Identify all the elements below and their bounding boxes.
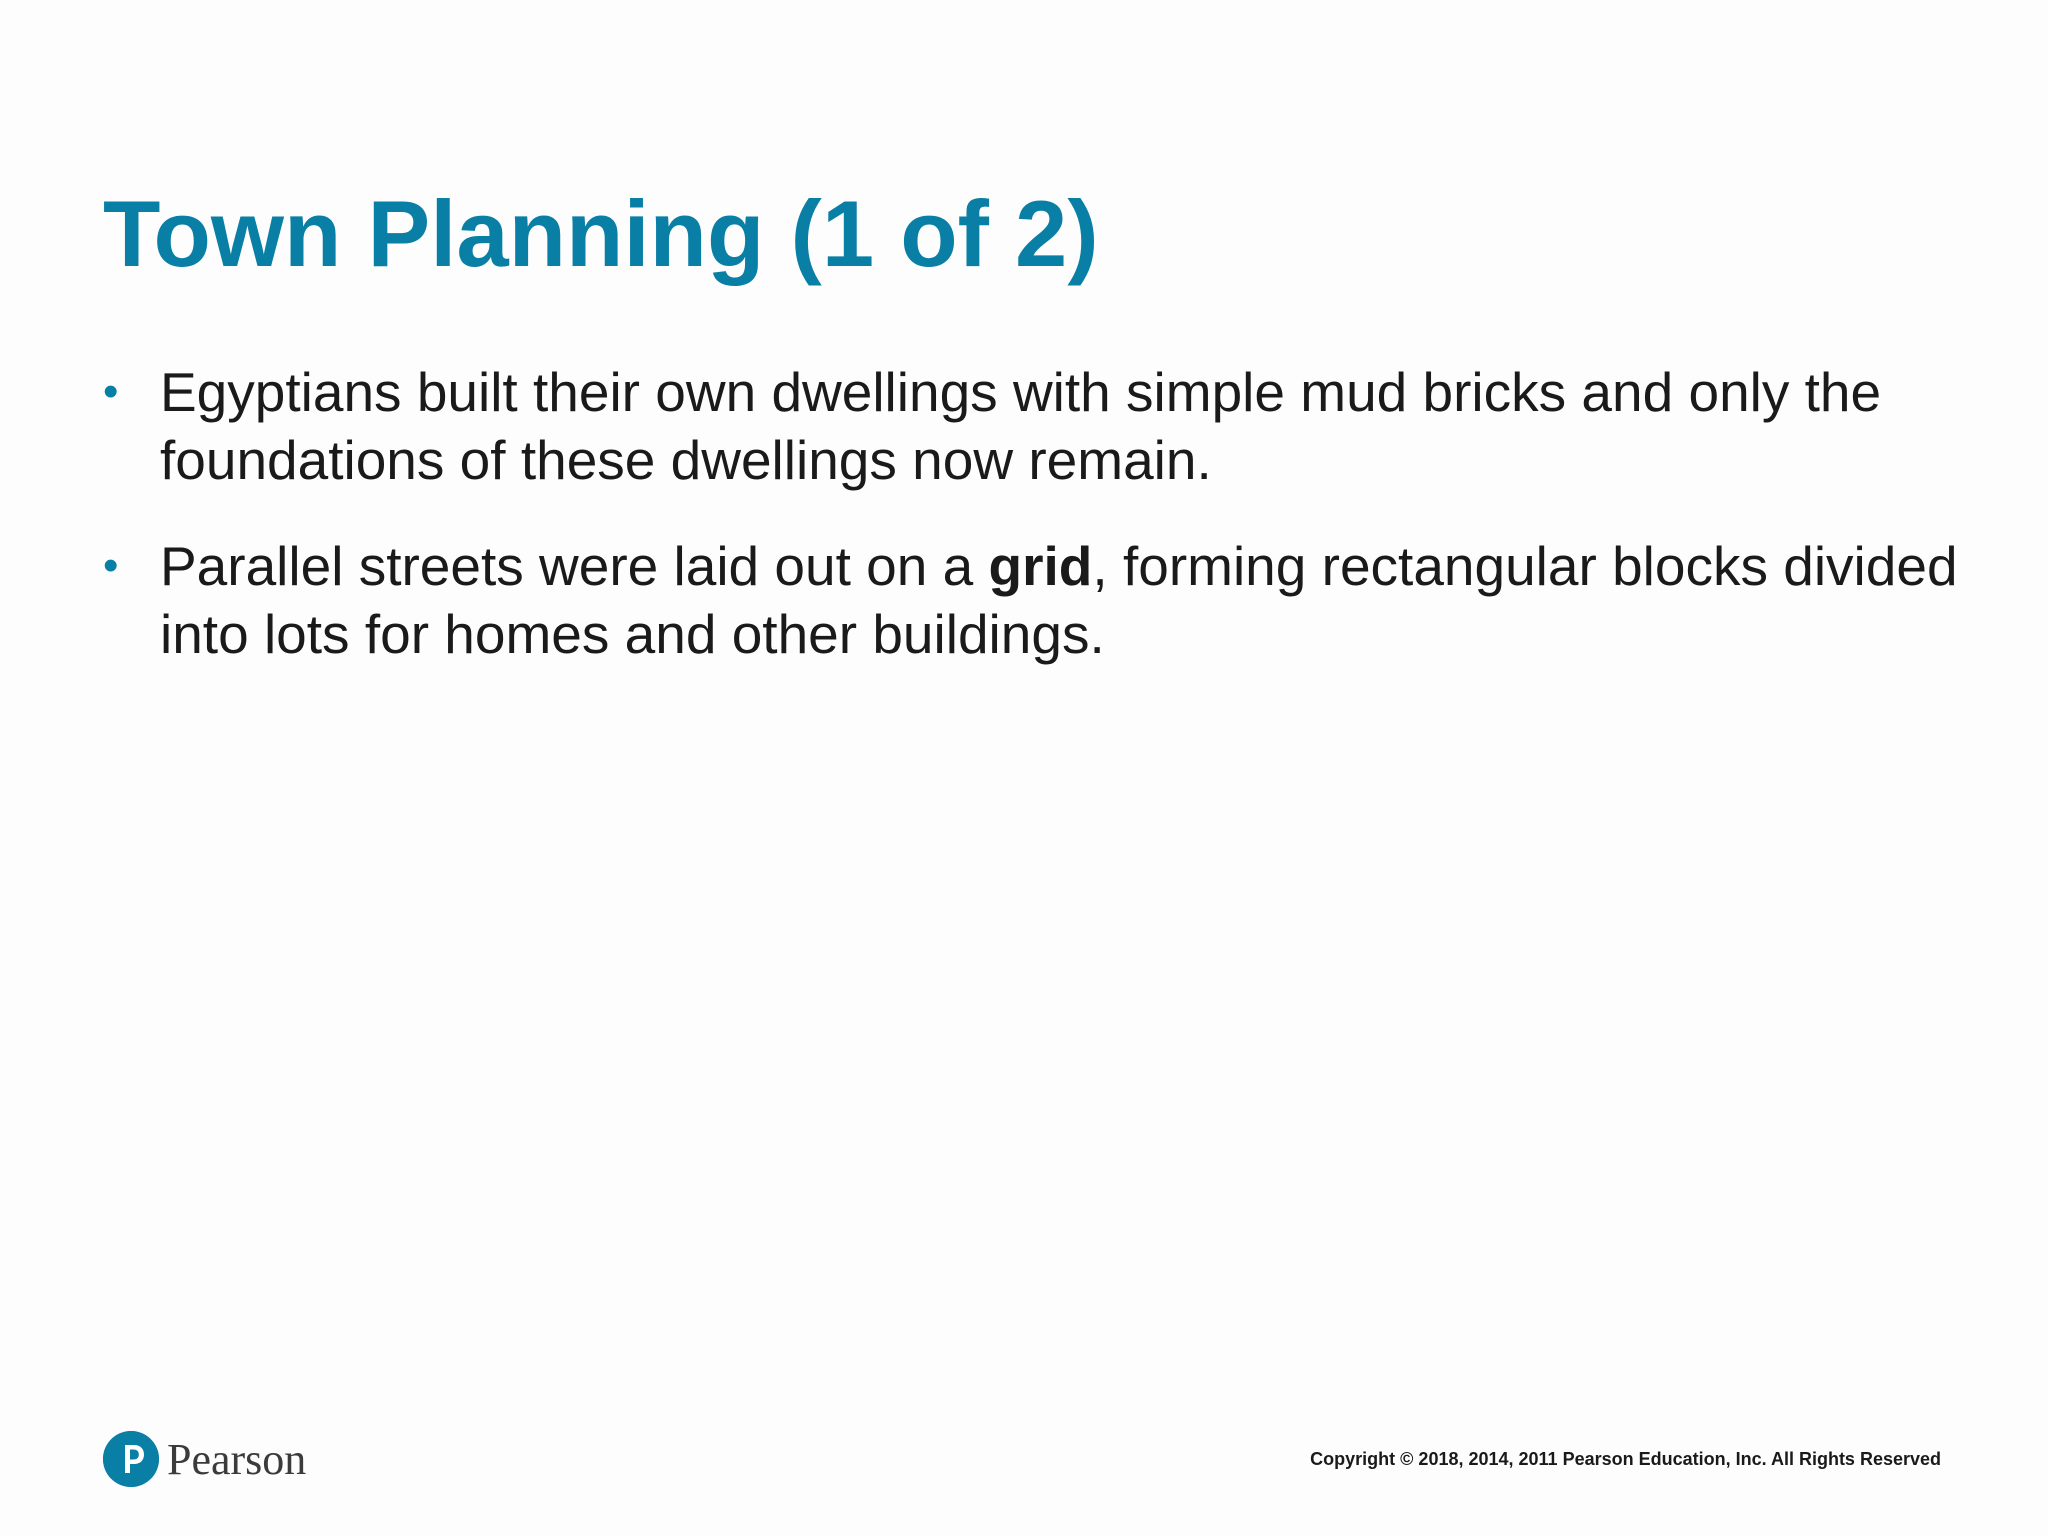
bullet-item [103,532,1983,668]
bullet-dot-icon: • [103,541,119,590]
slide-title: Town Planning (1 of 2) [103,181,1099,286]
pearson-logo-text: Pearson [167,1434,307,1484]
bullet-bold-term: grid [988,535,1093,597]
bullet-item [103,358,1983,494]
bullet-list [103,358,1983,706]
pearson-p-logo-icon [103,1431,159,1487]
pearson-logo [103,1428,306,1490]
bullet-text: Egyptians built their own dwellings with simple mud bricks and only the foundations of these dwellings now remain. [160,361,1882,491]
copyright-notice: Copyright © 2018, 2014, 2011 Pearson Education, Inc. All Rights Reserved [1310,1449,1941,1469]
bullet-text-before: Parallel streets were laid out on a [160,535,989,597]
bullet-text-after: , forming rectangular blocks divided into lots for homes and other buildings. [160,535,1958,665]
bullet-dot-icon: • [103,367,119,416]
